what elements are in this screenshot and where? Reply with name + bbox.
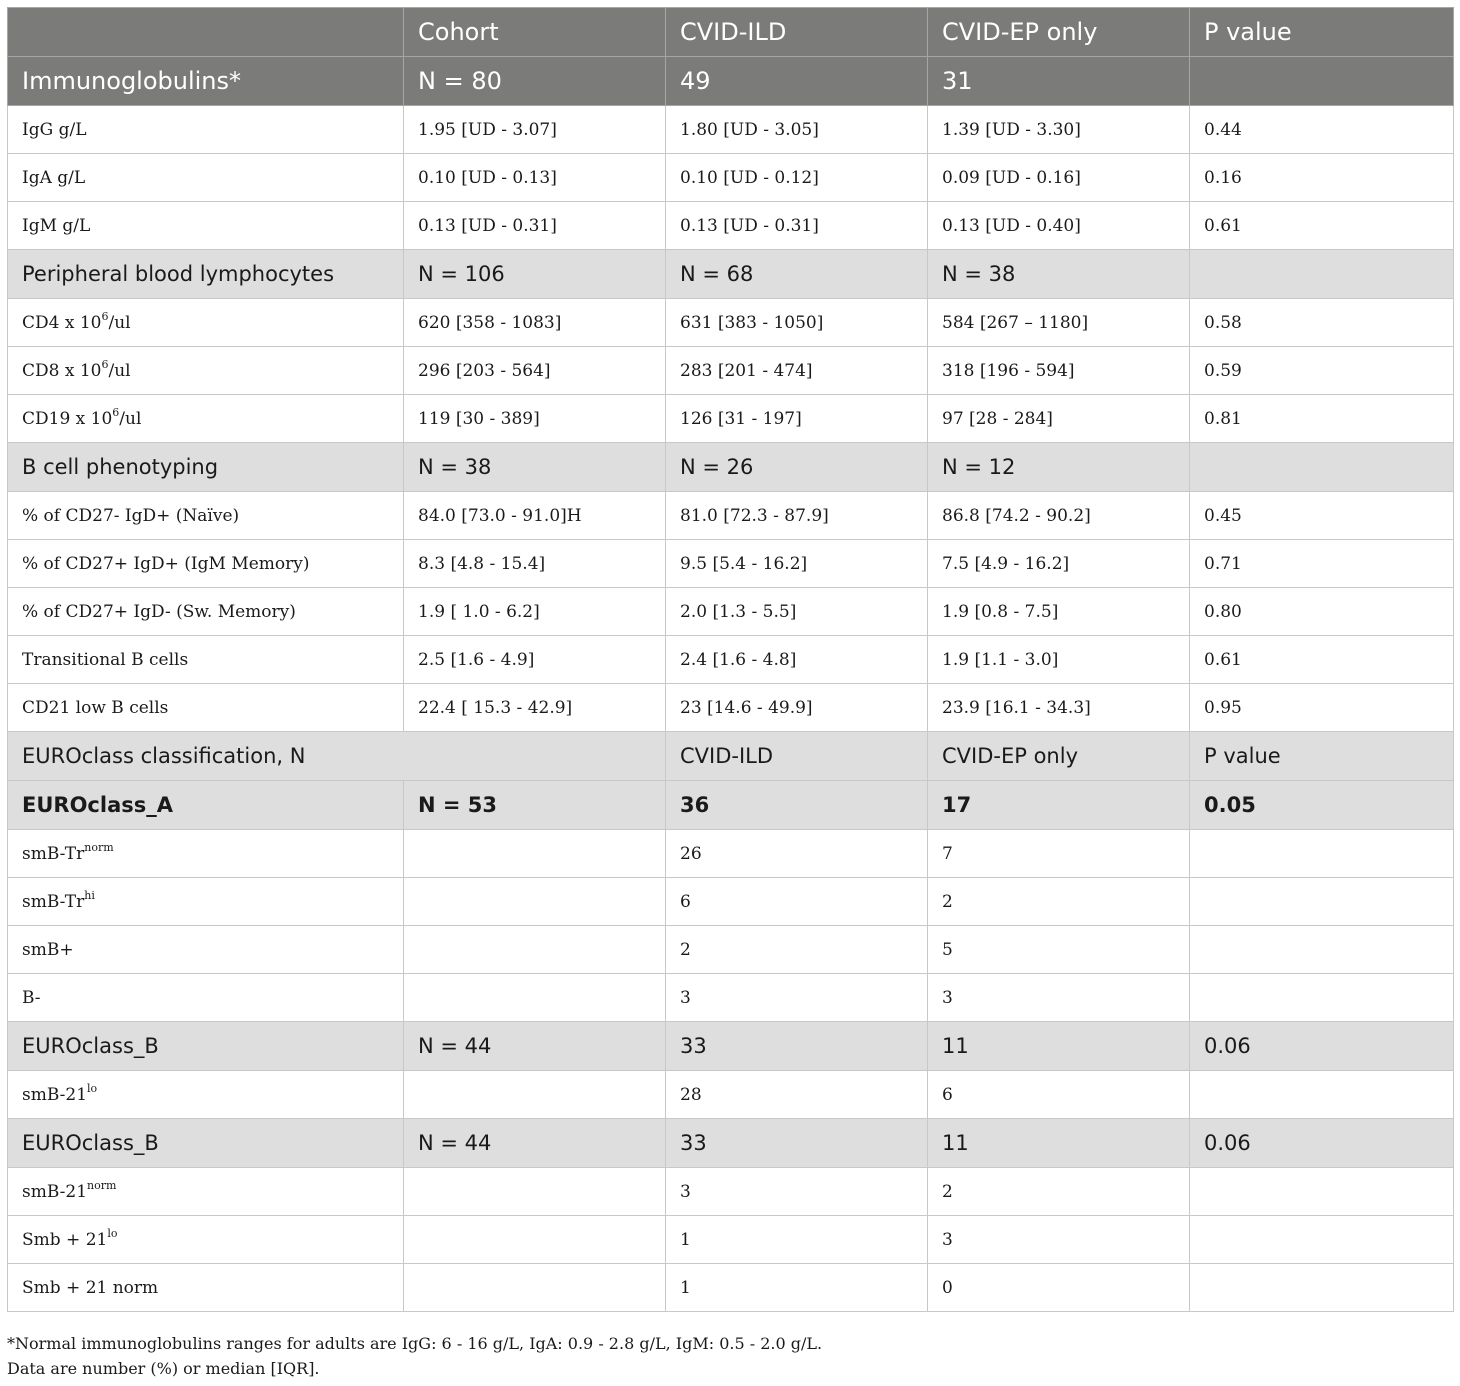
bcell-1-cvid-ild: 9.5 [5.4 - 16.2] xyxy=(666,540,928,588)
euroclass-a-cohort: N = 53 xyxy=(404,781,666,830)
immunoglobulin-0-cohort: 1.95 [UD - 3.07] xyxy=(404,106,666,154)
euroclass-b-first-cvid-ep: 11 xyxy=(928,1022,1190,1071)
lymphocyte-2-p-value: 0.81 xyxy=(1190,395,1454,443)
bcell-1-cvid-ep: 7.5 [4.9 - 16.2] xyxy=(928,540,1190,588)
bcell-1-label: % of CD27+ IgD+ (IgM Memory) xyxy=(8,540,404,588)
header-cohort: Cohort xyxy=(404,8,666,57)
bcell-section-row xyxy=(8,443,1454,492)
euroclass-b-second-sub-0-label xyxy=(8,1168,404,1216)
euroclass-a-sub-0-label-superscript: norm xyxy=(84,840,114,854)
immunoglobulin-2-cvid-ep: 0.13 [UD - 0.40] xyxy=(928,202,1190,250)
lymphocyte-1-cvid-ep: 318 [196 - 594] xyxy=(928,347,1190,395)
lymphocyte-0-label-superscript: 6 xyxy=(101,309,109,323)
lymphocyte-1-label-text: CD8 x 10 xyxy=(22,360,102,381)
euroclass-b-second-sub-2-row xyxy=(8,1264,1454,1312)
euroclass-b-second-cvid-ep: 11 xyxy=(928,1119,1190,1168)
euroclass-a-sub-2-cohort xyxy=(404,926,666,974)
bcell-3-label: Transitional B cells xyxy=(8,636,404,684)
lymphocyte-2-label-text: CD19 x 10 xyxy=(22,408,113,429)
lymphocyte-0-cvid-ild: 631 [383 - 1050] xyxy=(666,299,928,347)
lymphocyte-1-label-superscript: 6 xyxy=(101,357,109,371)
immunoglobulin-2-p-value: 0.61 xyxy=(1190,202,1454,250)
euroclass-a-sub-3-cvid-ep: 3 xyxy=(928,974,1190,1022)
lymphocytes-section-p-value xyxy=(1190,250,1454,299)
euroclass-header-label: EUROclass classification, N xyxy=(8,732,666,781)
euroclass-a-sub-2-cvid-ild: 2 xyxy=(666,926,928,974)
lymphocytes-section-cvid-ild: N = 68 xyxy=(666,250,928,299)
euroclass-b-first-p-value: 0.06 xyxy=(1190,1022,1454,1071)
lymphocyte-0-cvid-ep: 584 [267 – 1180] xyxy=(928,299,1190,347)
bcell-3-cohort: 2.5 [1.6 - 4.9] xyxy=(404,636,666,684)
lymphocyte-2-label xyxy=(8,395,404,443)
euroclass-a-sub-3-cvid-ild: 3 xyxy=(666,974,928,1022)
euroclass-b-second-cvid-ild: 33 xyxy=(666,1119,928,1168)
immunoglobulin-2-label: IgM g/L xyxy=(8,202,404,250)
immunoglobulin-1-cvid-ild: 0.10 [UD - 0.12] xyxy=(666,154,928,202)
immunoglobulin-0-cvid-ild: 1.80 [UD - 3.05] xyxy=(666,106,928,154)
header-row xyxy=(8,8,1454,57)
bcell-4-cohort: 22.4 [ 15.3 - 42.9] xyxy=(404,684,666,732)
header-cvid-ep-only: CVID-EP only xyxy=(928,8,1190,57)
bcell-1-p-value: 0.71 xyxy=(1190,540,1454,588)
euroclass-b-first-sub-0-cvid-ild: 28 xyxy=(666,1071,928,1119)
euroclass-a-sub-0-cvid-ep: 7 xyxy=(928,830,1190,878)
euroclass-a-sub-1-cohort xyxy=(404,878,666,926)
euroclass-b-second-sub-2-cvid-ild: 1 xyxy=(666,1264,928,1312)
immunoglobulin-2-row xyxy=(8,202,1454,250)
bcell-section-cvid-ep: N = 12 xyxy=(928,443,1190,492)
results-table-container xyxy=(7,7,1453,1312)
euroclass-b-second-sub-1-label xyxy=(8,1216,404,1264)
euroclass-a-sub-3-label xyxy=(8,974,404,1022)
immunoglobulins-p xyxy=(1190,57,1454,106)
lymphocyte-1-label xyxy=(8,347,404,395)
lymphocyte-1-cohort: 296 [203 - 564] xyxy=(404,347,666,395)
lymphocyte-2-label-superscript: 6 xyxy=(112,405,120,419)
euroclass-b-second-sub-1-p-value xyxy=(1190,1216,1454,1264)
euroclass-a-sub-0-label-text: smB-Tr xyxy=(22,843,85,864)
immunoglobulins-cohort-n: N = 80 xyxy=(404,57,666,106)
euroclass-a-label: EUROclass_A xyxy=(8,781,404,830)
euroclass-b-second-sub-0-cvid-ild: 3 xyxy=(666,1168,928,1216)
lymphocyte-2-cvid-ep: 97 [28 - 284] xyxy=(928,395,1190,443)
lymphocyte-1-label-unit: /ul xyxy=(108,360,131,381)
bcell-4-cvid-ild: 23 [14.6 - 49.9] xyxy=(666,684,928,732)
bcell-2-cvid-ild: 2.0 [1.3 - 5.5] xyxy=(666,588,928,636)
bcell-0-row xyxy=(8,492,1454,540)
euroclass-b-second-sub-2-label-text: Smb + 21 norm xyxy=(22,1277,159,1298)
lymphocyte-2-label-unit: /ul xyxy=(119,408,142,429)
bcell-3-cvid-ild: 2.4 [1.6 - 4.8] xyxy=(666,636,928,684)
immunoglobulin-2-cvid-ild: 0.13 [UD - 0.31] xyxy=(666,202,928,250)
lymphocyte-0-label xyxy=(8,299,404,347)
lymphocyte-1-p-value: 0.59 xyxy=(1190,347,1454,395)
lymphocyte-1-row xyxy=(8,347,1454,395)
bcell-1-row xyxy=(8,540,1454,588)
bcell-0-cvid-ild: 81.0 [72.3 - 87.9] xyxy=(666,492,928,540)
euroclass-a-sub-1-cvid-ep: 2 xyxy=(928,878,1190,926)
bcell-section-cohort: N = 38 xyxy=(404,443,666,492)
euroclass-a-sub-3-label-text: B- xyxy=(22,987,41,1008)
lymphocyte-0-label-unit: /ul xyxy=(108,312,131,333)
immunoglobulin-1-cohort: 0.10 [UD - 0.13] xyxy=(404,154,666,202)
bcell-2-row xyxy=(8,588,1454,636)
bcell-4-label: CD21 low B cells xyxy=(8,684,404,732)
bcell-section-p-value xyxy=(1190,443,1454,492)
euroclass-a-sub-2-label xyxy=(8,926,404,974)
immunoglobulin-0-label: IgG g/L xyxy=(8,106,404,154)
bcell-4-cvid-ep: 23.9 [16.1 - 34.3] xyxy=(928,684,1190,732)
euroclass-a-sub-0-cohort xyxy=(404,830,666,878)
bcell-0-label: % of CD27- IgD+ (Naïve) xyxy=(8,492,404,540)
immunoglobulins-header-row xyxy=(8,57,1454,106)
immunoglobulin-1-cvid-ep: 0.09 [UD - 0.16] xyxy=(928,154,1190,202)
euroclass-b-second-sub-2-cvid-ep: 0 xyxy=(928,1264,1190,1312)
euroclass-a-cvid-ep: 17 xyxy=(928,781,1190,830)
lymphocyte-0-label-text: CD4 x 10 xyxy=(22,312,102,333)
lymphocytes-section-cohort: N = 106 xyxy=(404,250,666,299)
euroclass-b-second-cohort: N = 44 xyxy=(404,1119,666,1168)
euroclass-b-first-cohort: N = 44 xyxy=(404,1022,666,1071)
euroclass-b-second-sub-1-label-text: Smb + 21 xyxy=(22,1229,108,1250)
euroclass-b-second-sub-0-label-text: smB-21 xyxy=(22,1181,88,1202)
euroclass-a-sub-3-p-value xyxy=(1190,974,1454,1022)
header-cvid-ild: CVID-ILD xyxy=(666,8,928,57)
lymphocytes-section-cvid-ep: N = 38 xyxy=(928,250,1190,299)
bcell-0-cvid-ep: 86.8 [74.2 - 90.2] xyxy=(928,492,1190,540)
euroclass-b-second-sub-0-cvid-ep: 2 xyxy=(928,1168,1190,1216)
euroclass-a-sub-1-label-text: smB-Tr xyxy=(22,891,85,912)
euroclass-b-first-sub-0-label-text: smB-21 xyxy=(22,1084,88,1105)
euroclass-b-first-sub-0-p-value xyxy=(1190,1071,1454,1119)
bcell-3-row xyxy=(8,636,1454,684)
bcell-3-cvid-ep: 1.9 [1.1 - 3.0] xyxy=(928,636,1190,684)
euroclass-b-second-sub-0-p-value xyxy=(1190,1168,1454,1216)
footnotes xyxy=(7,1331,822,1381)
euroclass-a-sub-0-row xyxy=(8,830,1454,878)
euroclass-b-first-row xyxy=(8,1022,1454,1071)
lymphocyte-2-cvid-ild: 126 [31 - 197] xyxy=(666,395,928,443)
header-cell-blank xyxy=(8,8,404,57)
euroclass-a-sub-3-row xyxy=(8,974,1454,1022)
bcell-4-row xyxy=(8,684,1454,732)
euroclass-a-sub-1-label-superscript: hi xyxy=(84,888,95,902)
lymphocyte-2-cohort: 119 [30 - 389] xyxy=(404,395,666,443)
lymphocyte-2-row xyxy=(8,395,1454,443)
euroclass-a-row xyxy=(8,781,1454,830)
euroclass-b-second-p-value: 0.06 xyxy=(1190,1119,1454,1168)
bcell-0-p-value: 0.45 xyxy=(1190,492,1454,540)
euroclass-b-second-label: EUROclass_B xyxy=(8,1119,404,1168)
euroclass-a-sub-2-cvid-ep: 5 xyxy=(928,926,1190,974)
euroclass-a-sub-2-row xyxy=(8,926,1454,974)
immunoglobulin-2-cohort: 0.13 [UD - 0.31] xyxy=(404,202,666,250)
results-table xyxy=(7,7,1454,1312)
bcell-3-p-value: 0.61 xyxy=(1190,636,1454,684)
euroclass-header-cvid-ep: CVID-EP only xyxy=(928,732,1190,781)
footnote-data-format: Data are number (%) or median [IQR]. xyxy=(7,1359,320,1378)
euroclass-header-p-value: P value xyxy=(1190,732,1454,781)
euroclass-b-first-sub-0-row xyxy=(8,1071,1454,1119)
euroclass-b-first-sub-0-label-superscript: lo xyxy=(87,1081,98,1095)
euroclass-b-second-sub-2-cohort xyxy=(404,1264,666,1312)
euroclass-b-second-sub-1-row xyxy=(8,1216,1454,1264)
bcell-2-label: % of CD27+ IgD- (Sw. Memory) xyxy=(8,588,404,636)
euroclass-a-sub-2-p-value xyxy=(1190,926,1454,974)
header-p-value: P value xyxy=(1190,8,1454,57)
lymphocyte-0-p-value: 0.58 xyxy=(1190,299,1454,347)
euroclass-a-sub-0-label xyxy=(8,830,404,878)
euroclass-a-cvid-ild: 36 xyxy=(666,781,928,830)
euroclass-b-first-cvid-ild: 33 xyxy=(666,1022,928,1071)
euroclass-a-p-value: 0.05 xyxy=(1190,781,1454,830)
euroclass-b-second-row xyxy=(8,1119,1454,1168)
immunoglobulin-0-p-value: 0.44 xyxy=(1190,106,1454,154)
bcell-2-p-value: 0.80 xyxy=(1190,588,1454,636)
immunoglobulin-0-cvid-ep: 1.39 [UD - 3.30] xyxy=(928,106,1190,154)
euroclass-b-first-label: EUROclass_B xyxy=(8,1022,404,1071)
euroclass-a-sub-1-cvid-ild: 6 xyxy=(666,878,928,926)
euroclass-header-row xyxy=(8,732,1454,781)
immunoglobulins-ild-n: 49 xyxy=(666,57,928,106)
euroclass-b-second-sub-1-cohort xyxy=(404,1216,666,1264)
bcell-1-cohort: 8.3 [4.8 - 15.4] xyxy=(404,540,666,588)
immunoglobulin-1-p-value: 0.16 xyxy=(1190,154,1454,202)
euroclass-a-sub-0-p-value xyxy=(1190,830,1454,878)
euroclass-b-second-sub-0-label-superscript: norm xyxy=(87,1178,117,1192)
euroclass-b-second-sub-2-p-value xyxy=(1190,1264,1454,1312)
euroclass-b-second-sub-1-cvid-ep: 3 xyxy=(928,1216,1190,1264)
euroclass-b-second-sub-0-row xyxy=(8,1168,1454,1216)
euroclass-b-second-sub-1-label-superscript: lo xyxy=(107,1226,118,1240)
euroclass-a-sub-2-label-text: smB+ xyxy=(22,939,74,960)
footnote-ranges: *Normal immunoglobulins ranges for adults are IgG: 6 - 16 g/L, IgA: 0.9 - 2.8 g/L, IgM: 0.5 - 2.0 g/L. xyxy=(7,1334,823,1353)
lymphocyte-0-cohort: 620 [358 - 1083] xyxy=(404,299,666,347)
euroclass-header-cvid-ild: CVID-ILD xyxy=(666,732,928,781)
euroclass-b-second-sub-1-cvid-ild: 1 xyxy=(666,1216,928,1264)
euroclass-b-first-sub-0-cvid-ep: 6 xyxy=(928,1071,1190,1119)
bcell-section-label: B cell phenotyping xyxy=(8,443,404,492)
lymphocytes-section-row xyxy=(8,250,1454,299)
lymphocyte-1-cvid-ild: 283 [201 - 474] xyxy=(666,347,928,395)
euroclass-a-sub-1-label xyxy=(8,878,404,926)
euroclass-a-sub-1-p-value xyxy=(1190,878,1454,926)
bcell-4-p-value: 0.95 xyxy=(1190,684,1454,732)
immunoglobulins-ep-n: 31 xyxy=(928,57,1190,106)
euroclass-a-sub-3-cohort xyxy=(404,974,666,1022)
euroclass-b-second-sub-2-label xyxy=(8,1264,404,1312)
euroclass-b-first-sub-0-label xyxy=(8,1071,404,1119)
immunoglobulin-1-label: IgA g/L xyxy=(8,154,404,202)
immunoglobulin-0-row xyxy=(8,106,1454,154)
immunoglobulin-1-row xyxy=(8,154,1454,202)
euroclass-a-sub-1-row xyxy=(8,878,1454,926)
euroclass-a-sub-0-cvid-ild: 26 xyxy=(666,830,928,878)
bcell-2-cohort: 1.9 [ 1.0 - 6.2] xyxy=(404,588,666,636)
bcell-section-cvid-ild: N = 26 xyxy=(666,443,928,492)
bcell-0-cohort: 84.0 [73.0 - 91.0]H xyxy=(404,492,666,540)
euroclass-b-second-sub-0-cohort xyxy=(404,1168,666,1216)
immunoglobulins-label: Immunoglobulins* xyxy=(8,57,404,106)
lymphocyte-0-row xyxy=(8,299,1454,347)
euroclass-b-first-sub-0-cohort xyxy=(404,1071,666,1119)
bcell-2-cvid-ep: 1.9 [0.8 - 7.5] xyxy=(928,588,1190,636)
lymphocytes-section-label: Peripheral blood lymphocytes xyxy=(8,250,404,299)
